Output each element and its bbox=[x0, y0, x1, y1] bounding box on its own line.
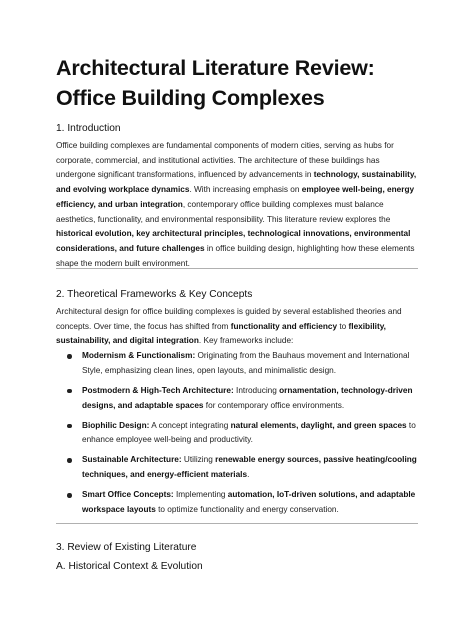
bullet-icon bbox=[67, 493, 72, 498]
bold-text: technology, sustainability, and evolving workplace dynamics bbox=[56, 170, 417, 195]
bold-text: Postmodern & High-Tech Architecture: bbox=[82, 385, 234, 395]
bold-text: renewable energy sources, passive heating/cooling techniques, and energy-efficient materials bbox=[82, 455, 417, 480]
text-run: to enhance employee well-being and productivity. bbox=[82, 420, 416, 445]
bold-text: Smart Office Concepts: bbox=[82, 490, 174, 500]
text-run: . With increasing emphasis on bbox=[189, 185, 302, 195]
section-heading-introduction: 1. Introduction bbox=[56, 123, 121, 134]
text-run: in office building design, highlighting how these elements shape the modern built environment. bbox=[56, 243, 415, 268]
bold-text: historical evolution, key architectural principles, technological innovations, environmental considerations, and future challenges bbox=[56, 229, 411, 253]
bold-text: Modernism & Functionalism: bbox=[82, 351, 196, 360]
text-run: Utilizing bbox=[181, 455, 216, 465]
section-divider bbox=[56, 523, 418, 524]
bold-text: Sustainable Architecture: bbox=[82, 455, 182, 465]
section-heading-literature-review: 3. Review of Existing Literature bbox=[56, 542, 197, 553]
text-run: , contemporary office building complexes must balance aesthetics, functionality, and environmental responsibility. This literature review explores the bbox=[56, 199, 391, 224]
bold-text: ornamentation, technology-driven designs, and adaptable spaces bbox=[82, 385, 413, 410]
list-item bbox=[56, 453, 420, 482]
text-run: to bbox=[337, 321, 349, 331]
list-item bbox=[56, 488, 420, 517]
document-title: Architectural Literature Review: Office Building Complexes bbox=[56, 56, 375, 110]
section-divider bbox=[56, 268, 418, 269]
text-run: to optimize functionality and energy conservation. bbox=[155, 504, 339, 514]
bold-text: natural elements, daylight, and green spaces bbox=[230, 420, 407, 430]
frameworks-list bbox=[56, 349, 420, 523]
text-run: A concept integrating bbox=[149, 420, 231, 430]
section-heading-frameworks: 2. Theoretical Frameworks & Key Concepts bbox=[56, 289, 253, 300]
bullet-icon bbox=[67, 458, 72, 463]
text-run: Implementing bbox=[173, 490, 228, 500]
frameworks-paragraph bbox=[56, 305, 420, 349]
bold-text: employee well-being, energy efficiency, and urban integration bbox=[56, 185, 415, 209]
list-item bbox=[56, 419, 420, 448]
text-run: . Key frameworks include: bbox=[198, 336, 294, 346]
bold-text: automation, IoT-driven solutions, and adaptable workspace layouts bbox=[82, 490, 416, 514]
list-item bbox=[56, 384, 420, 413]
text-run: Originating from the Bauhaus movement and International Style, emphasizing clean lines, open layouts, and minimalistic design. bbox=[82, 351, 410, 375]
bold-text: Biophilic Design: bbox=[82, 420, 150, 430]
text-run: for contemporary office environments. bbox=[203, 400, 345, 410]
list-item bbox=[56, 349, 420, 378]
bold-text: flexibility, sustainability, and digital integration bbox=[56, 321, 386, 346]
subsection-heading-historical-context: A. Historical Context & Evolution bbox=[56, 561, 203, 572]
bullet-icon bbox=[67, 389, 72, 394]
text-run: Office building complexes are fundamental components of modern cities, serving as hubs for corporate, commercial, and institutional activities. The architecture of these buildings has undergone significant transformations, influenced by advancements in bbox=[56, 141, 394, 180]
text-run: Introducing bbox=[233, 385, 280, 395]
text-run: Architectural design for office building complexes is guided by several established theories and concepts. Over time, the focus has shifted from bbox=[56, 307, 402, 331]
bullet-icon bbox=[67, 354, 72, 359]
bullet-icon bbox=[67, 424, 72, 429]
bold-text: functionality and efficiency bbox=[230, 321, 338, 331]
introduction-paragraph bbox=[56, 139, 420, 271]
text-run: . bbox=[247, 470, 250, 480]
